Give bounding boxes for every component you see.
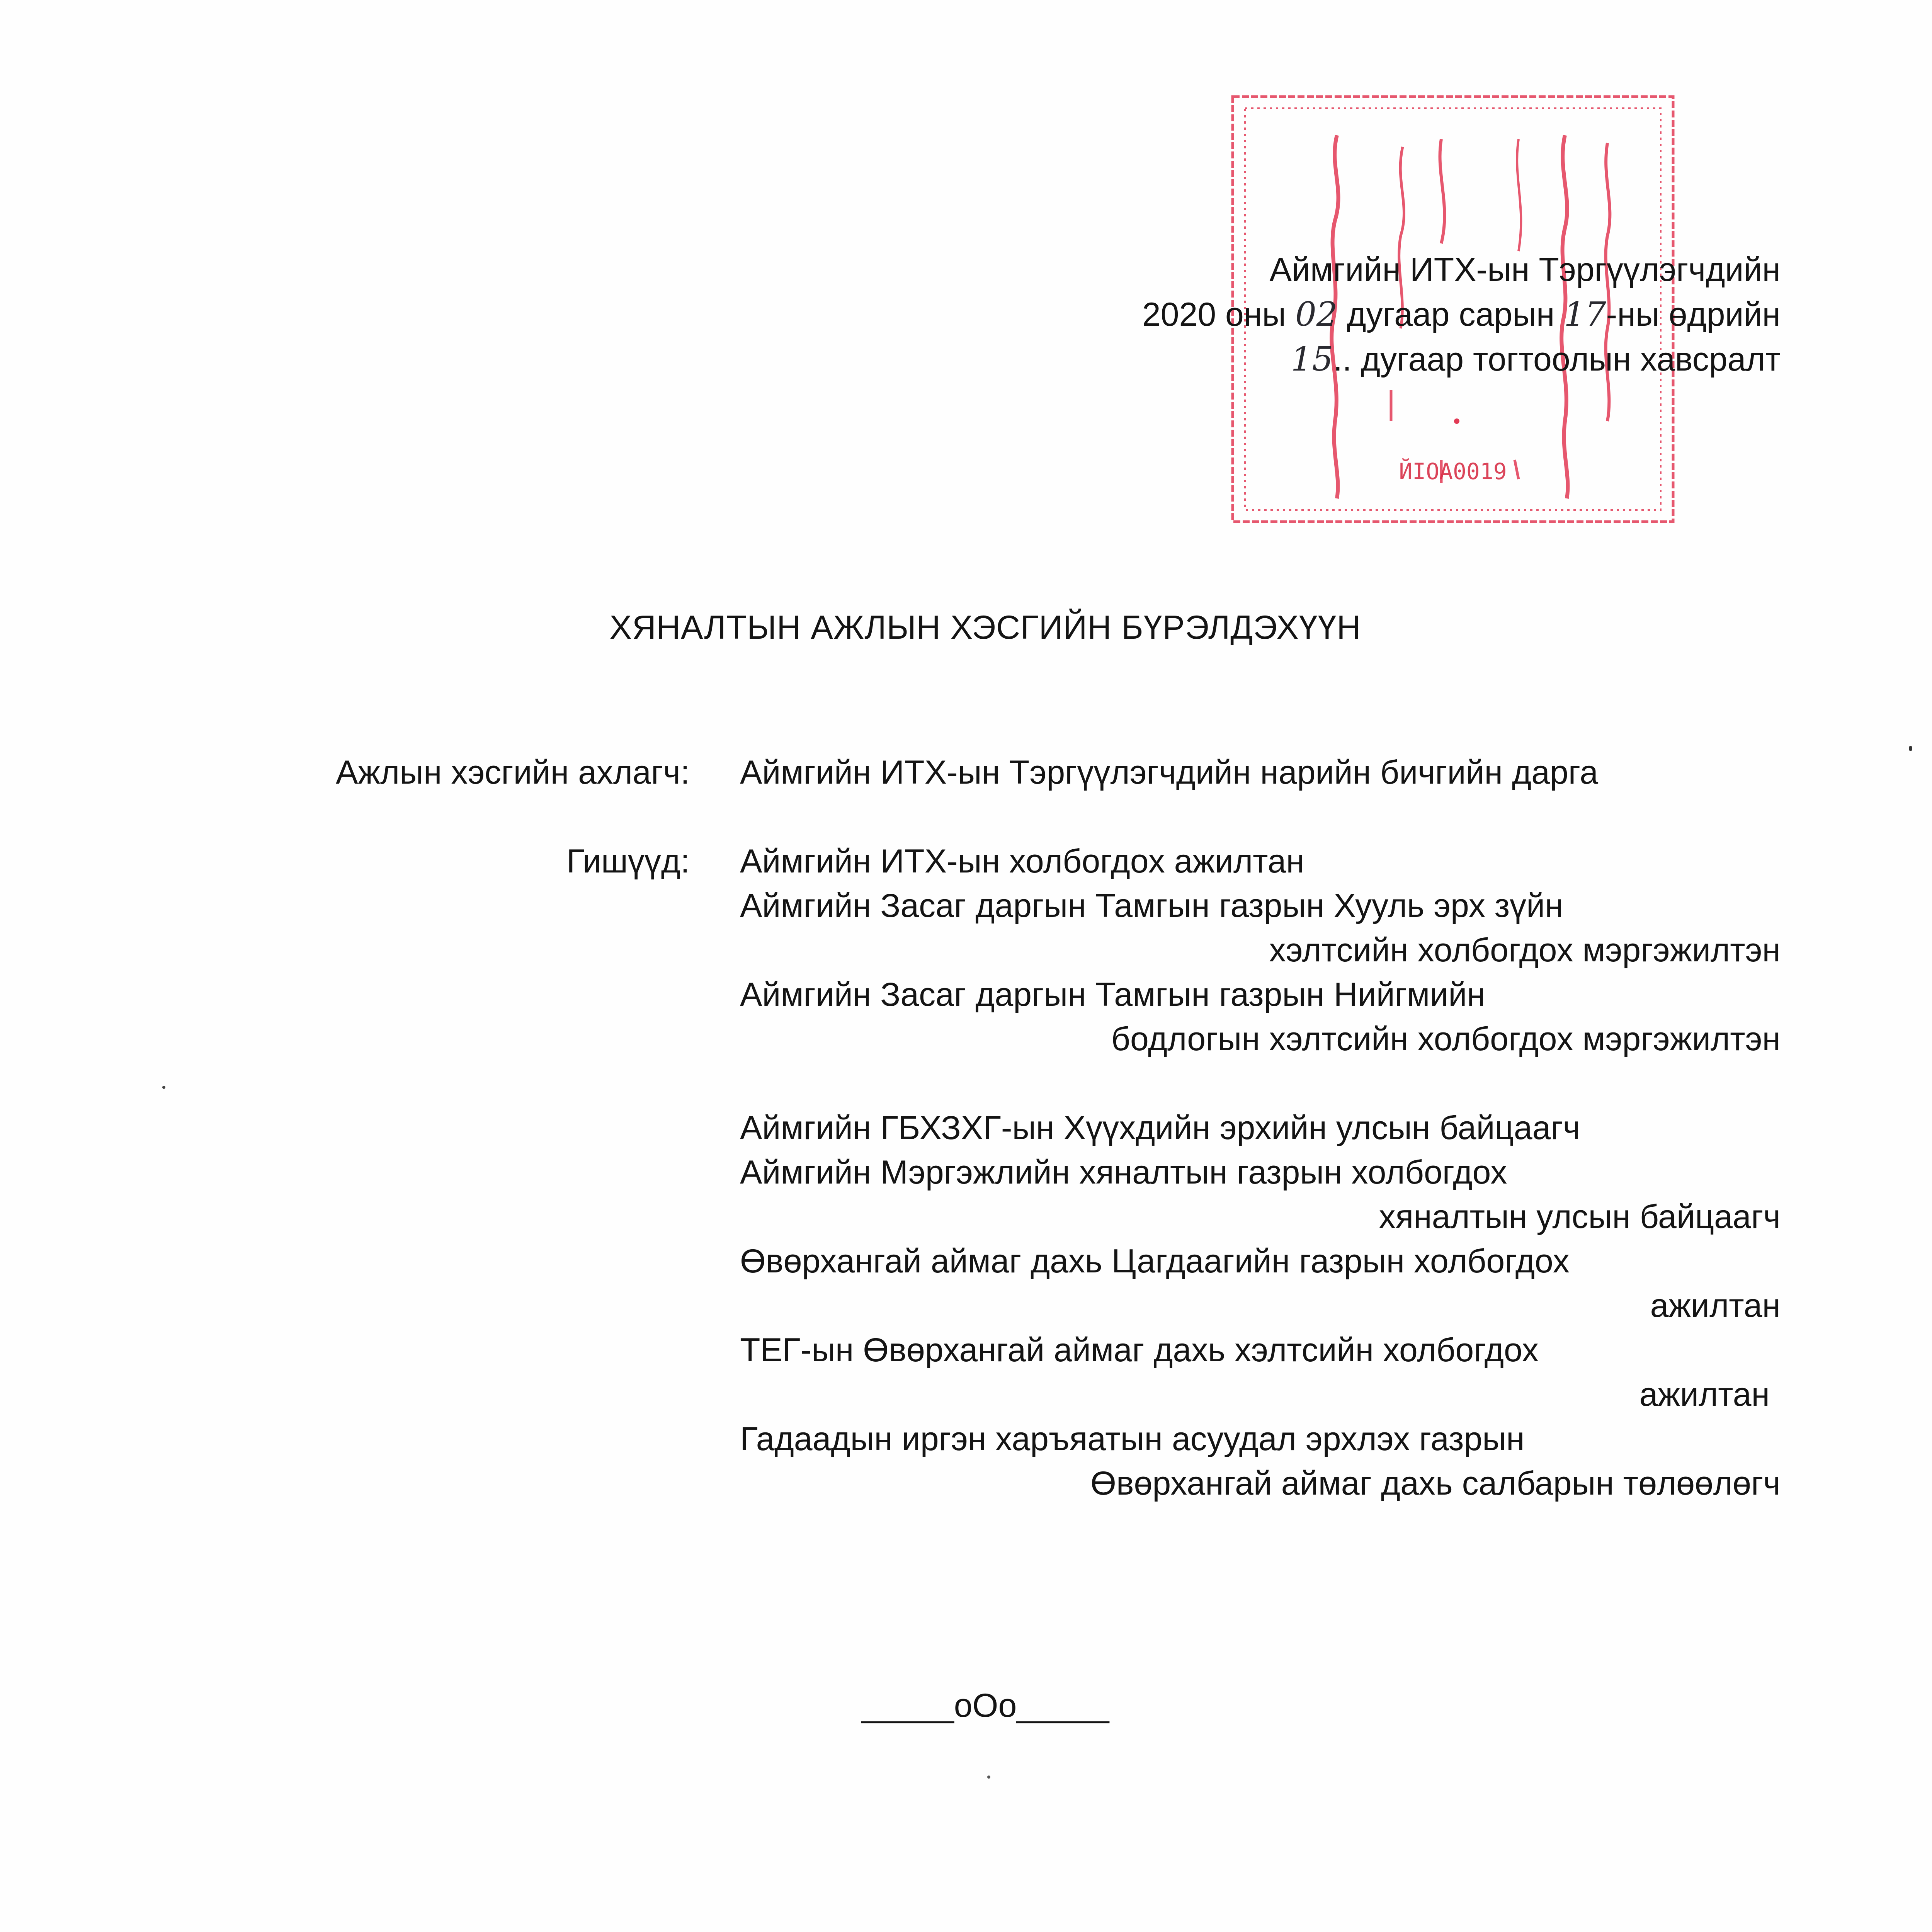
- member-line: Аймгийн Мэргэжлийн хяналтын газрын холбогдох: [740, 1154, 1507, 1191]
- member-line: Өвөрхангай аймаг дахь салбарын төлөөлөгч: [1090, 1465, 1781, 1502]
- scan-speck: [1909, 746, 1912, 751]
- scan-speck: [162, 1086, 165, 1089]
- document-title: ХЯНАЛТЫН АЖЛЫН ХЭСГИЙН БҮРЭЛДЭХҮҮН: [609, 609, 1361, 646]
- member-line: Аймгийн Засаг даргын Тамгын газрын Нийгмийн: [740, 976, 1485, 1013]
- handwritten-day: 17: [1564, 295, 1606, 334]
- member-line: бодлогын хэлтсийн холбогдох мэргэжилтэн: [1111, 1020, 1781, 1058]
- member-line: ажилтан: [1639, 1376, 1770, 1413]
- document-end-mark: _____оОо_____: [861, 1687, 1109, 1724]
- member-line: Аймгийн ИТХ-ын холбогдох ажилтан: [740, 843, 1304, 880]
- stamp-code: ЙIOA0019: [1399, 458, 1507, 485]
- member-line: Өвөрхангай аймаг дахь Цагдаагийн газрын холбогдох: [740, 1243, 1570, 1280]
- member-line: хэлтсийн холбогдох мэргэжилтэн: [1269, 932, 1781, 969]
- annex-line-3: [853, 337, 1781, 382]
- member-line: ажилтан: [1650, 1287, 1781, 1324]
- handwritten-month: 02: [1295, 295, 1338, 334]
- member-line: ТЕГ-ын Өвөрхангай аймаг дахь хэлтсийн холбогдох: [740, 1332, 1539, 1369]
- handwritten-resolution-number: 15: [1291, 340, 1333, 379]
- annex-line-2: [853, 292, 1781, 337]
- annex-month-label: дугаар сарын: [1337, 296, 1564, 333]
- annex-header: [853, 247, 1781, 382]
- members-label: Гишүүд:: [566, 843, 690, 880]
- scan-speck: [987, 1776, 990, 1779]
- annex-resolution-label: .. дугаар тогтоолын хавсралт: [1333, 341, 1781, 378]
- member-line: Гадаадын иргэн харъяатын асуудал эрхлэх газрын: [740, 1420, 1525, 1458]
- leader-label: Ажлын хэсгийн ахлагч:: [336, 754, 690, 791]
- annex-day-label: -ны өдрийн: [1606, 296, 1781, 333]
- member-line: хяналтын улсын байцаагч: [1379, 1198, 1781, 1235]
- leader-value: Аймгийн ИТХ-ын Тэргүүлэгчдийн нарийн бичгийн дарга: [740, 754, 1599, 791]
- member-line: Аймгийн Засаг даргын Тамгын газрын Хууль эрх зүйн: [740, 887, 1563, 924]
- member-line: Аймгийн ГБХЗХГ-ын Хүүхдийн эрхийн улсын байцаагч: [740, 1109, 1580, 1146]
- annex-line-1: Аймгийн ИТХ-ын Тэргүүлэгчдийн: [1269, 251, 1781, 288]
- annex-year: 2020 оны: [1142, 296, 1296, 333]
